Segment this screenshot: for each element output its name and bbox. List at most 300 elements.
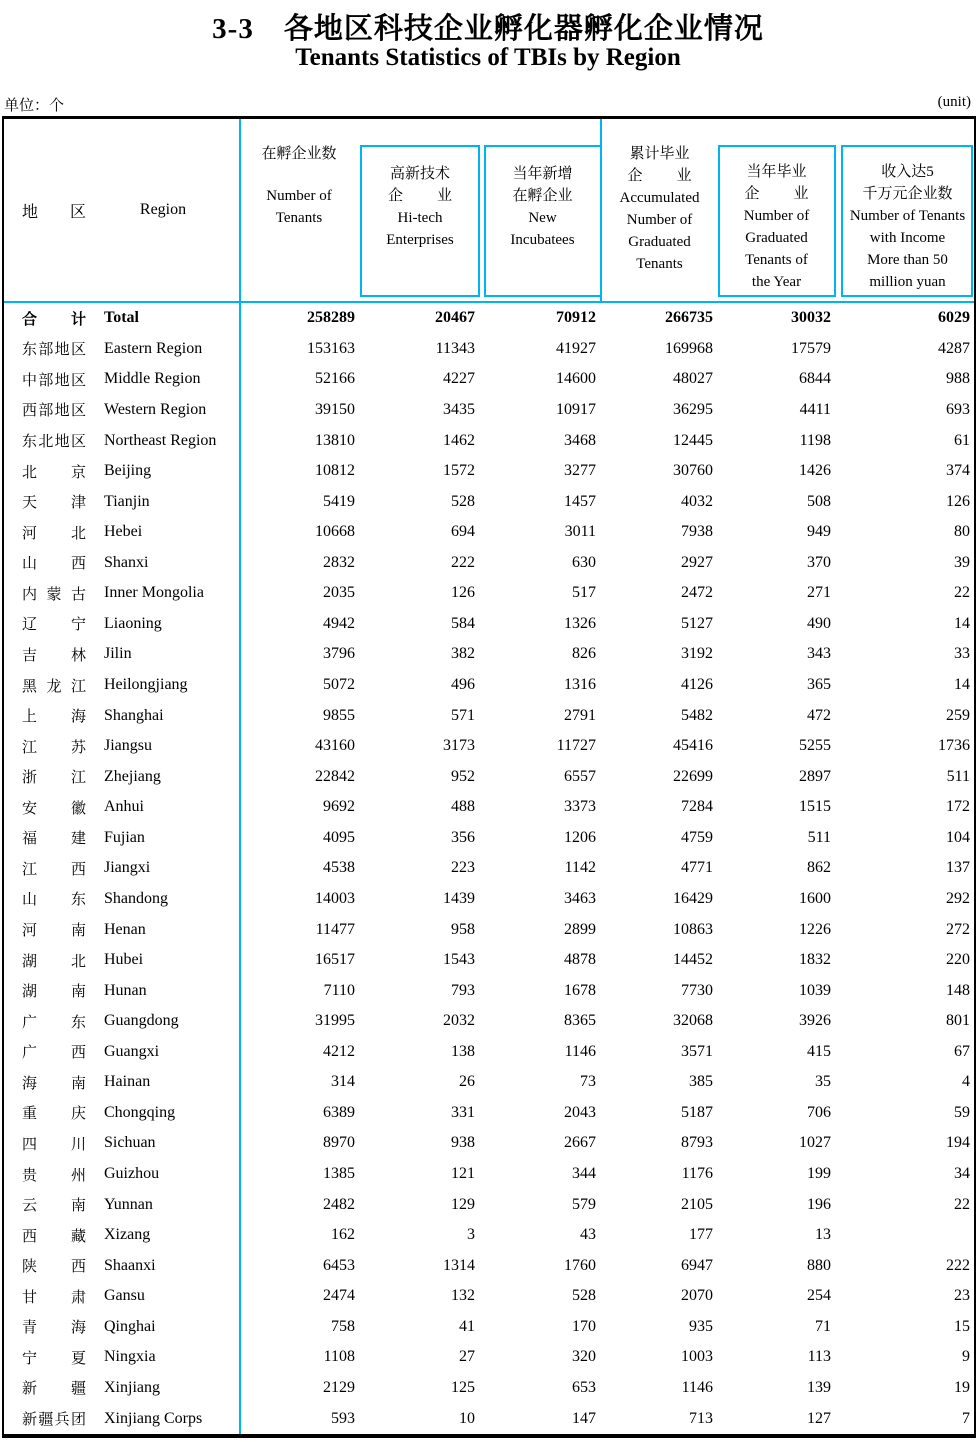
region-cell: [4, 1072, 240, 1093]
value-cell: 958: [451, 920, 475, 938]
header-line-zh: 在孵企业数: [261, 146, 337, 162]
value-cell: 415: [807, 1042, 831, 1060]
region-name-zh: 广西: [22, 1045, 86, 1062]
value-cell: 2667: [564, 1134, 596, 1152]
value-cell: 271: [807, 584, 831, 602]
value-cell: 14003: [315, 889, 355, 907]
table-row: [4, 609, 974, 640]
column-header-tenants: [240, 143, 358, 229]
region-name-en: Hainan: [104, 1073, 151, 1091]
header-line-en: million yuan: [869, 274, 946, 290]
value-cell: 16429: [673, 889, 713, 907]
value-cell: 48027: [673, 370, 713, 388]
region-name-en: Hunan: [104, 981, 147, 999]
header-line-zh: 当年新增: [512, 166, 573, 182]
value-cell: 4538: [323, 859, 355, 877]
value-cell: 9: [962, 1348, 970, 1366]
value-cell: 126: [946, 492, 970, 510]
table-row: [4, 486, 974, 517]
value-cell: 3373: [564, 798, 596, 816]
region-header-en: Region: [139, 201, 187, 218]
value-cell: 121: [451, 1165, 475, 1183]
page-subtitle: Tenants Statistics of TBIs by Region: [295, 44, 681, 71]
region-name-en: Shaanxi: [104, 1256, 156, 1274]
region-column-divider: [239, 119, 241, 1434]
value-cell: 9855: [323, 706, 355, 724]
value-cell: 132: [451, 1287, 475, 1305]
header-line-zh-spread: 企业: [388, 188, 452, 204]
value-cell: 7730: [681, 981, 713, 999]
value-cell: 2043: [564, 1103, 596, 1121]
value-cell: 1543: [443, 951, 475, 969]
table-row: [4, 792, 974, 823]
value-cell: 20467: [435, 309, 475, 327]
value-cell: 4759: [681, 828, 713, 846]
region-name-en: Ningxia: [104, 1348, 156, 1366]
value-cell: 3: [467, 1226, 475, 1244]
region-cell: [4, 644, 240, 665]
value-cell: 1600: [799, 889, 831, 907]
value-cell: 528: [451, 492, 475, 510]
value-cell: 2899: [564, 920, 596, 938]
table-row: [4, 395, 974, 426]
region-cell: [4, 827, 240, 848]
value-cell: 1457: [564, 492, 596, 510]
value-cell: 35: [815, 1073, 831, 1091]
region-cell: [4, 1225, 240, 1246]
value-cell: 1003: [681, 1348, 713, 1366]
region-name-zh: 宁夏: [22, 1350, 86, 1367]
region-name-en: Sichuan: [104, 1134, 156, 1152]
column-header-new-incubatees: [484, 163, 601, 251]
value-cell: 33: [954, 645, 970, 663]
table-row: [4, 1189, 974, 1220]
table-row: [4, 456, 974, 487]
region-name-zh: 合计: [22, 311, 86, 328]
value-cell: 1142: [564, 859, 596, 877]
value-cell: 511: [807, 828, 831, 846]
value-cell: 11343: [435, 339, 475, 357]
value-cell: 59: [954, 1103, 970, 1121]
region-cell: [4, 1133, 240, 1154]
region-name-en: Chongqing: [104, 1103, 176, 1121]
value-cell: 988: [946, 370, 970, 388]
value-cell: 43160: [315, 737, 355, 755]
value-cell: 223: [451, 859, 475, 877]
header-line-en: Tenants of: [745, 252, 808, 268]
region-name-zh: 重庆: [22, 1106, 86, 1123]
value-cell: 127: [807, 1409, 831, 1427]
unit-label: 单位：个: [4, 98, 65, 114]
value-cell: 496: [451, 676, 475, 694]
value-cell: 67: [954, 1042, 970, 1060]
table-row: [4, 1373, 974, 1404]
value-cell: 7938: [681, 523, 713, 541]
value-cell: 694: [451, 523, 475, 541]
value-cell: 137: [946, 859, 970, 877]
value-cell: 2032: [443, 1012, 475, 1030]
value-cell: 11727: [556, 737, 596, 755]
value-cell: 1176: [681, 1165, 713, 1183]
region-name-zh: 甘肃: [22, 1289, 86, 1306]
header-line-zh: 高新技术: [389, 166, 450, 182]
region-name-en: Zhejiang: [104, 767, 161, 785]
value-cell: 1326: [564, 614, 596, 632]
value-cell: 222: [451, 553, 475, 571]
value-cell: 6557: [564, 767, 596, 785]
header-line-en: Tenants: [636, 256, 683, 272]
region-name-en: Middle Region: [104, 370, 201, 388]
value-cell: 1206: [564, 828, 596, 846]
value-cell: 6453: [323, 1256, 355, 1274]
value-cell: 2482: [323, 1195, 355, 1213]
value-cell: 6844: [799, 370, 831, 388]
region-cell: [4, 1347, 240, 1368]
value-cell: 1426: [799, 462, 831, 480]
value-cell: 517: [572, 584, 596, 602]
value-cell: 374: [946, 462, 970, 480]
table-row: [4, 731, 974, 762]
region-name-zh: 河北: [22, 525, 86, 542]
value-cell: 3468: [564, 431, 596, 449]
value-cell: 331: [451, 1103, 475, 1121]
value-cell: 258289: [307, 309, 355, 327]
value-cell: 4095: [323, 828, 355, 846]
table-row: [4, 1128, 974, 1159]
value-cell: 4878: [564, 951, 596, 969]
region-cell: [4, 858, 240, 879]
value-cell: 593: [331, 1409, 355, 1427]
table-row: [4, 914, 974, 945]
region-name-zh: 黑龙江: [22, 678, 86, 695]
region-name-zh: 山西: [22, 556, 86, 573]
value-cell: 862: [807, 859, 831, 877]
region-name-zh: 新疆兵团: [22, 1412, 86, 1429]
region-name-zh: 贵州: [22, 1167, 86, 1184]
value-cell: 39150: [315, 400, 355, 418]
value-cell: 162: [331, 1226, 355, 1244]
page-title: 3-3 各地区科技企业孵化器孵化企业情况: [212, 13, 764, 45]
value-cell: 5482: [681, 706, 713, 724]
header-line-zh: 当年毕业: [746, 164, 807, 180]
region-name-en: Gansu: [104, 1287, 145, 1305]
region-name-zh: 吉林: [22, 647, 86, 664]
region-name-zh: 云南: [22, 1198, 86, 1215]
value-cell: 488: [451, 798, 475, 816]
value-cell: 365: [807, 676, 831, 694]
region-name-zh: 西藏: [22, 1228, 86, 1245]
region-name-en: Guangxi: [104, 1042, 160, 1060]
table-row: [4, 548, 974, 579]
value-cell: 793: [451, 981, 475, 999]
table-row: [4, 975, 974, 1006]
region-name-en: Total: [104, 309, 139, 327]
region-cell: [4, 980, 240, 1001]
value-cell: 266735: [665, 309, 713, 327]
region-name-en: Qinghai: [104, 1317, 156, 1335]
value-cell: 1572: [443, 462, 475, 480]
header-line-en: Incubatees: [510, 232, 575, 248]
value-cell: 45416: [673, 737, 713, 755]
value-cell: 343: [807, 645, 831, 663]
table-row: [4, 670, 974, 701]
value-cell: 147: [572, 1409, 596, 1427]
region-name-en: Fujian: [104, 828, 145, 846]
table-row: [4, 1312, 974, 1343]
region-name-en: Shandong: [104, 889, 168, 907]
header-line-en: Tenants: [275, 210, 323, 226]
region-cell: [4, 583, 240, 604]
value-cell: 10863: [673, 920, 713, 938]
value-cell: 6029: [938, 309, 970, 327]
region-name-zh: 浙江: [22, 770, 86, 787]
value-cell: 14600: [556, 370, 596, 388]
table-row: [4, 1098, 974, 1129]
header-line-zh: 千万元企业数: [862, 186, 953, 202]
value-cell: 8970: [323, 1134, 355, 1152]
region-name-en: Jilin: [104, 645, 132, 663]
value-cell: 2832: [323, 553, 355, 571]
value-cell: 61: [954, 431, 970, 449]
region-cell: [4, 613, 240, 634]
value-cell: 71: [815, 1317, 831, 1335]
value-cell: 528: [572, 1287, 596, 1305]
value-cell: 15: [954, 1317, 970, 1335]
region-cell: [4, 888, 240, 909]
value-cell: 10812: [315, 462, 355, 480]
region-cell: [4, 552, 240, 573]
table-row: [4, 1281, 974, 1312]
header-line-en: the Year: [751, 274, 802, 290]
value-cell: 801: [946, 1012, 970, 1030]
value-cell: 2791: [564, 706, 596, 724]
value-cell: 949: [807, 523, 831, 541]
region-name-en: Xinjiang: [104, 1378, 160, 1396]
value-cell: 4771: [681, 859, 713, 877]
value-cell: 194: [946, 1134, 970, 1152]
region-cell: [4, 1286, 240, 1307]
value-cell: 3926: [799, 1012, 831, 1030]
table-row: [4, 700, 974, 731]
value-cell: 125: [451, 1378, 475, 1396]
region-name-en: Heilongjiang: [104, 676, 188, 694]
value-cell: 172: [946, 798, 970, 816]
value-cell: 6947: [681, 1256, 713, 1274]
header-line-en: Hi-tech: [397, 210, 443, 226]
value-cell: 1736: [938, 737, 970, 755]
table-row: [4, 578, 974, 609]
value-cell: 39: [954, 553, 970, 571]
region-name-zh: 上海: [22, 709, 86, 726]
region-name-en: Xinjiang Corps: [104, 1409, 203, 1427]
value-cell: 14452: [673, 951, 713, 969]
value-cell: 17579: [791, 339, 831, 357]
value-cell: 713: [689, 1409, 713, 1427]
value-cell: 1385: [323, 1165, 355, 1183]
region-name-en: Guizhou: [104, 1165, 160, 1183]
region-cell: [4, 797, 240, 818]
value-cell: 630: [572, 553, 596, 571]
header-line-en: with Income: [869, 230, 946, 246]
value-cell: 30760: [673, 462, 713, 480]
value-cell: 952: [451, 767, 475, 785]
value-cell: 10668: [315, 523, 355, 541]
value-cell: 11477: [315, 920, 355, 938]
region-cell: [4, 1316, 240, 1337]
value-cell: 370: [807, 553, 831, 571]
region-name-zh: 陕西: [22, 1259, 86, 1276]
column-header-income-over-50m: [841, 161, 974, 293]
value-cell: 938: [451, 1134, 475, 1152]
header-line-en: Number of: [626, 212, 693, 228]
region-cell: [4, 1011, 240, 1032]
region-name-en: Hubei: [104, 951, 144, 969]
region-name-zh: 湖北: [22, 953, 86, 970]
value-cell: 320: [572, 1348, 596, 1366]
header-line-zh: 收入达5: [881, 164, 934, 180]
region-cell: [4, 1102, 240, 1123]
value-cell: 385: [689, 1073, 713, 1091]
header-line-zh: [360, 185, 480, 207]
value-cell: 3173: [443, 737, 475, 755]
table-row: [4, 1342, 974, 1373]
value-cell: 52166: [315, 370, 355, 388]
region-cell: [4, 430, 240, 451]
region-name-en: Western Region: [104, 400, 207, 418]
value-cell: 5127: [681, 614, 713, 632]
value-cell: 7284: [681, 798, 713, 816]
value-cell: 30032: [791, 309, 831, 327]
value-cell: 653: [572, 1378, 596, 1396]
value-cell: 472: [807, 706, 831, 724]
value-cell: 2070: [681, 1287, 713, 1305]
value-cell: 19: [954, 1378, 970, 1396]
value-cell: 23: [954, 1287, 970, 1305]
value-cell: 10917: [556, 400, 596, 418]
region-name-en: Shanxi: [104, 553, 149, 571]
value-cell: 8793: [681, 1134, 713, 1152]
value-cell: 126: [451, 584, 475, 602]
value-cell: 356: [451, 828, 475, 846]
column-header-graduated-of-year: [718, 161, 835, 293]
table-row: [4, 364, 974, 395]
header-line-en: Enterprises: [386, 232, 454, 248]
value-cell: 16517: [315, 951, 355, 969]
region-cell: [4, 369, 240, 390]
region-name-en: Xizang: [104, 1226, 151, 1244]
value-cell: 41927: [556, 339, 596, 357]
value-cell: 41: [459, 1317, 475, 1335]
header-line-zh-spread: 企业: [744, 186, 809, 202]
table-row: [4, 639, 974, 670]
region-cell: [4, 1194, 240, 1215]
region-name-zh: 海南: [22, 1075, 86, 1092]
region-name-en: Inner Mongolia: [104, 584, 204, 602]
value-cell: 4: [962, 1073, 970, 1091]
value-cell: 292: [946, 889, 970, 907]
value-cell: 31995: [315, 1012, 355, 1030]
value-cell: 880: [807, 1256, 831, 1274]
region-name-zh: 山东: [22, 892, 86, 909]
value-cell: 22699: [673, 767, 713, 785]
region-name-en: Liaoning: [104, 614, 162, 632]
value-cell: 13: [815, 1226, 831, 1244]
value-cell: 1832: [799, 951, 831, 969]
value-cell: 1439: [443, 889, 475, 907]
region-name-en: Northeast Region: [104, 431, 217, 449]
region-name-zh: 安徽: [22, 800, 86, 817]
table-row: [4, 517, 974, 548]
region-name-zh: 青海: [22, 1320, 86, 1337]
region-name-en: Jiangxi: [104, 859, 151, 877]
value-cell: 199: [807, 1165, 831, 1183]
region-cell: [4, 675, 240, 696]
value-cell: 3011: [564, 523, 596, 541]
table-row: [4, 425, 974, 456]
region-name-zh: 湖南: [22, 984, 86, 1001]
region-name-zh: 辽宁: [22, 617, 86, 634]
value-cell: 4227: [443, 370, 475, 388]
value-cell: 254: [807, 1287, 831, 1305]
value-cell: 36295: [673, 400, 713, 418]
value-cell: 153163: [307, 339, 355, 357]
value-cell: 4942: [323, 614, 355, 632]
region-cell: [4, 1255, 240, 1276]
header-line-zh: 在孵企业: [512, 188, 573, 204]
region-cell: [4, 1408, 240, 1429]
value-cell: 3277: [564, 462, 596, 480]
table-row: [4, 853, 974, 884]
value-cell: 8365: [564, 1012, 596, 1030]
value-cell: 2472: [681, 584, 713, 602]
value-cell: 1108: [323, 1348, 355, 1366]
table-row: [4, 1250, 974, 1281]
value-cell: 138: [451, 1042, 475, 1060]
value-cell: 2129: [323, 1378, 355, 1396]
value-cell: 6389: [323, 1103, 355, 1121]
value-cell: 1226: [799, 920, 831, 938]
region-cell: [4, 705, 240, 726]
region-header-zh: 地区: [22, 203, 86, 221]
region-name-en: Beijing: [104, 462, 152, 480]
table-row: [4, 823, 974, 854]
value-cell: 1027: [799, 1134, 831, 1152]
region-name-zh: 西部地区: [22, 403, 86, 420]
region-cell: [4, 1164, 240, 1185]
region-name-zh: 东部地区: [22, 342, 86, 359]
value-cell: 1760: [564, 1256, 596, 1274]
value-cell: 693: [946, 400, 970, 418]
value-cell: 73: [580, 1073, 596, 1091]
value-cell: 2897: [799, 767, 831, 785]
header-line-zh: [601, 165, 718, 187]
value-cell: 4212: [323, 1042, 355, 1060]
region-name-zh: 中部地区: [22, 372, 86, 389]
value-cell: 3796: [323, 645, 355, 663]
value-cell: 169968: [665, 339, 713, 357]
region-name-en: Henan: [104, 920, 146, 938]
value-cell: 10: [459, 1409, 475, 1427]
region-cell: [4, 1377, 240, 1398]
table-row: [4, 1403, 974, 1434]
region-cell: [4, 766, 240, 787]
table-row: [4, 945, 974, 976]
value-cell: 3571: [681, 1042, 713, 1060]
value-cell: 27: [459, 1348, 475, 1366]
header-line-en: New: [528, 210, 557, 226]
value-cell: 12445: [673, 431, 713, 449]
value-cell: 3192: [681, 645, 713, 663]
